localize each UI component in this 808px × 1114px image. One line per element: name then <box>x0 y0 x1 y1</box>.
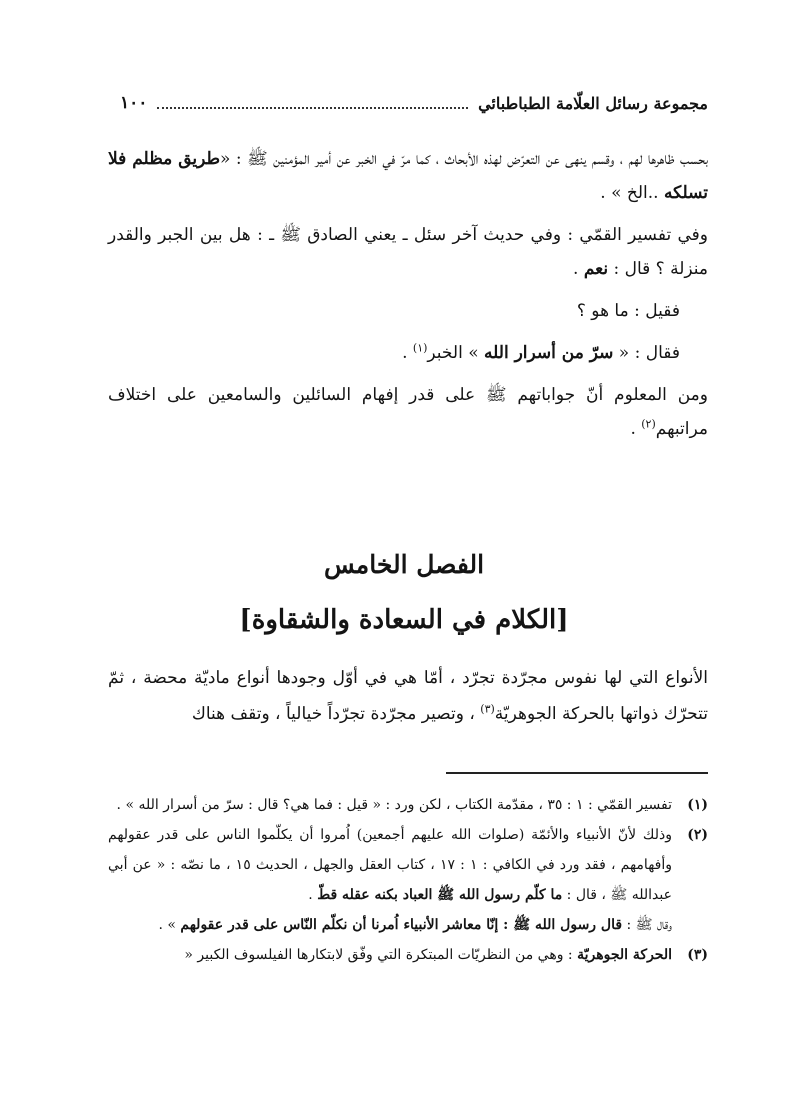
running-title: مجموعة رسائل العلّامة الطباطبائي <box>478 93 708 113</box>
paragraph-2: وفي تفسير القمّي : وفي حديث آخر سئل ـ يعني الصادق ﷺ ـ : هل بين الجبر والقدر منزلة ؟ قال : نعم . <box>108 225 708 279</box>
quote-bold: طريق مظلم فلا تسلكه <box>108 149 708 203</box>
footnote-1: (١) تفسير القمّي : ١ : ٣٥ ، مقدّمة الكتاب ، لكن ورد : « قيل : فما هي؟ قال : سرّ من أسرار الله » . <box>108 790 708 820</box>
quote-bold: سرّ من أسرار الله <box>484 343 614 363</box>
paragraph-3: فقيل : ما هو ؟ <box>576 301 680 321</box>
footnote-number: (٣) <box>687 947 708 963</box>
footnote-2-continued: وقال ﷺ : قال رسول الله ﷺ : إنّا معاشر الأنبياء اُمرنا أن نكلّم النّاس على قدر عقولهم » . <box>158 917 672 933</box>
paragraph-6: الأنواع التي لها نفوس مجرّدة تجرّد ، أمّا هي في أوّل وجودها أنواع ماديّة محضة ، ثمّ تتحرّك ذواتها بالحركة الجوهريّة$^{(٣)}$ ، وتصير مجرّدة تجرّداً خيالياً ، وتقف هناك <box>108 668 708 724</box>
chapter-title: الفصل الخامس <box>323 550 485 579</box>
footnote-number: (١) <box>687 797 708 813</box>
footnote-ref-3[interactable]: (٣) <box>480 702 495 716</box>
chapter-subtitle: [الكلام في السعادة والشقاوة] <box>239 605 569 635</box>
footnote-2: (٢) وذلك لأنّ الأنبياء والأئمّة (صلوات الله عليهم أجمعين) اُمروا أن يكلّموا الناس على قدر عقولهم وأفهامهم ، فقد ورد في الكافي : ١ : ١٧ ، كتاب العقل والجهل ، الحديث ١٥ ، ما نصّه : « عن أبي عبدالله ﷺ ، قال : ما كلّم رسول الله ﷺ العباد بكنه عقله قطّ . <box>108 820 708 910</box>
dot-leader <box>157 97 468 109</box>
footnote-ref-2[interactable]: (٢) <box>641 417 656 431</box>
paragraph-1: بحسب ظاهرها لهم ، وقسم ينهى عن التعرّض لهذه الأبحاث ، كما مرّ في الخبر عن أمير المؤمنين ﷺ : «طريق مظلم فلا تسلكه ..الخ » . <box>108 149 708 203</box>
answer-bold: نعم <box>583 259 609 279</box>
footnote-divider <box>446 772 708 774</box>
footnote-ref-1[interactable]: (١) <box>412 341 428 355</box>
footnotes <box>108 790 708 970</box>
page-number: ١٠٠ <box>120 93 148 113</box>
footnote-3: (٣) الحركة الجوهريّة : وهي من النظريّات المبتكرة التي وفّق لابتكارها الفيلسوف الكبير « <box>108 940 708 970</box>
footnote-number: (٢) <box>687 827 708 843</box>
running-header <box>120 88 708 118</box>
paragraph-5: ومن المعلوم أنّ جواباتهم ﷺ على قدر إفهام السائلين والسامعين على اختلاف مراتبهم$^{(٢)}$ . <box>108 385 708 439</box>
paragraph-4: فقال : « سرّ من أسرار الله » الخبر$^{(١)}$ . <box>402 341 680 363</box>
main-text <box>108 142 708 454</box>
chapter-text <box>108 660 708 732</box>
